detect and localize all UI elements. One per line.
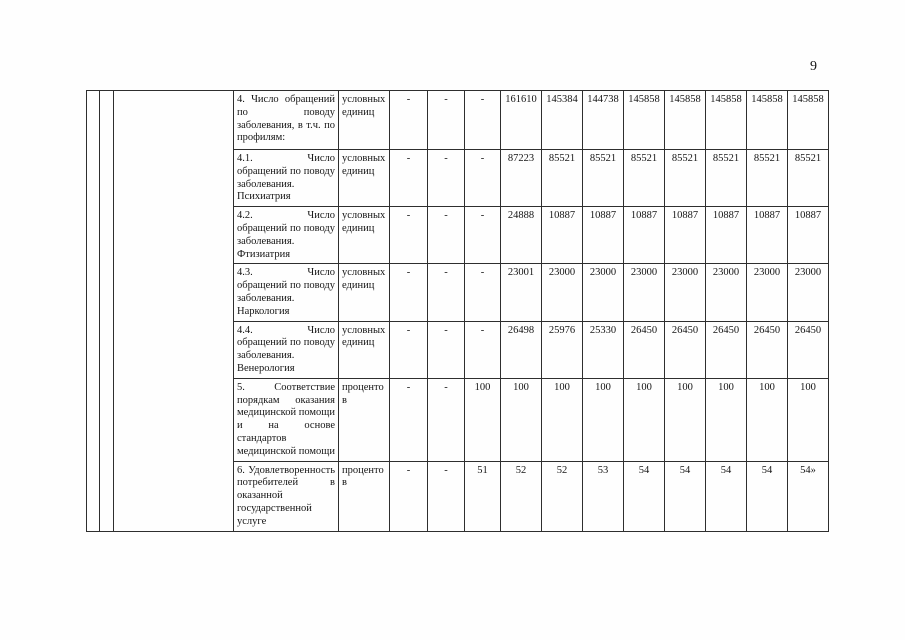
value-cell: 10887 <box>665 207 706 264</box>
value-cell: 145858 <box>665 91 706 150</box>
value-cell: - <box>390 264 428 321</box>
value-cell: - <box>428 378 465 461</box>
value-cell: 87223 <box>501 150 542 207</box>
value-cell: 24888 <box>501 207 542 264</box>
value-cell: 145384 <box>542 91 583 150</box>
empty-column-cell <box>100 91 114 532</box>
unit-cell: условных единиц <box>339 150 390 207</box>
value-cell: 25330 <box>583 321 624 378</box>
value-cell: 10887 <box>706 207 747 264</box>
value-cell: 54 <box>665 461 706 531</box>
value-cell: 85521 <box>542 150 583 207</box>
value-cell: - <box>428 321 465 378</box>
empty-column-cell <box>87 91 100 532</box>
indicator-cell: 6. Удовлетворенность потребителей в оказанной государственной услуге <box>234 461 339 531</box>
value-cell: 23000 <box>747 264 788 321</box>
value-cell: - <box>428 91 465 150</box>
value-cell: - <box>465 91 501 150</box>
indicator-cell: 5. Соответствие порядкам оказания медицинской помощи и на основе стандартов медицинской помощи <box>234 378 339 461</box>
value-cell: 25976 <box>542 321 583 378</box>
value-cell: 26450 <box>624 321 665 378</box>
value-cell: - <box>428 150 465 207</box>
value-cell: 51 <box>465 461 501 531</box>
value-cell: - <box>465 264 501 321</box>
value-cell: 10887 <box>583 207 624 264</box>
value-cell: - <box>390 378 428 461</box>
value-cell: 85521 <box>583 150 624 207</box>
value-cell: 100 <box>624 378 665 461</box>
value-cell: 145858 <box>747 91 788 150</box>
unit-cell: условных единиц <box>339 207 390 264</box>
value-cell: 100 <box>542 378 583 461</box>
value-cell: 100 <box>747 378 788 461</box>
value-cell: - <box>428 207 465 264</box>
indicator-cell: 4.1. Число обращений по поводу заболевания. Психиатрия <box>234 150 339 207</box>
value-cell: 145858 <box>706 91 747 150</box>
unit-cell: процентов <box>339 378 390 461</box>
indicators-table <box>86 90 829 532</box>
table-row <box>87 91 829 150</box>
value-cell: 10887 <box>747 207 788 264</box>
indicator-cell: 4.3. Число обращений по поводу заболевания. Наркология <box>234 264 339 321</box>
value-cell: 23000 <box>665 264 706 321</box>
value-cell: 26450 <box>706 321 747 378</box>
value-cell: 100 <box>788 378 829 461</box>
value-cell: 23000 <box>624 264 665 321</box>
value-cell: 85521 <box>706 150 747 207</box>
value-cell: 85521 <box>788 150 829 207</box>
unit-cell: условных единиц <box>339 91 390 150</box>
value-cell: 23000 <box>788 264 829 321</box>
value-cell: - <box>390 461 428 531</box>
value-cell: 10887 <box>788 207 829 264</box>
value-cell: - <box>465 207 501 264</box>
value-cell: - <box>428 264 465 321</box>
value-cell: 85521 <box>665 150 706 207</box>
value-cell: 26450 <box>665 321 706 378</box>
value-cell: 85521 <box>747 150 788 207</box>
value-cell: 85521 <box>624 150 665 207</box>
value-cell: 26450 <box>788 321 829 378</box>
value-cell: 145858 <box>624 91 665 150</box>
value-cell: - <box>428 461 465 531</box>
value-cell: 23000 <box>583 264 624 321</box>
indicator-cell: 4.2. Число обращений по поводу заболевания. Фтизиатрия <box>234 207 339 264</box>
value-cell: 100 <box>706 378 747 461</box>
value-cell: 54 <box>706 461 747 531</box>
value-cell: - <box>465 150 501 207</box>
value-cell: 10887 <box>624 207 665 264</box>
value-cell: 26450 <box>747 321 788 378</box>
value-cell: 23001 <box>501 264 542 321</box>
empty-column-cell <box>114 91 234 532</box>
value-cell: 100 <box>465 378 501 461</box>
value-cell: 52 <box>542 461 583 531</box>
value-cell: - <box>390 91 428 150</box>
unit-cell: условных единиц <box>339 321 390 378</box>
indicator-cell: 4. Число обращений по поводу заболевания, в т.ч. по профилям: <box>234 91 339 150</box>
unit-cell: процентов <box>339 461 390 531</box>
value-cell: 53 <box>583 461 624 531</box>
value-cell: 26498 <box>501 321 542 378</box>
value-cell: 52 <box>501 461 542 531</box>
unit-cell: условных единиц <box>339 264 390 321</box>
indicator-cell: 4.4. Число обращений по поводу заболевания. Венерология <box>234 321 339 378</box>
value-cell: 144738 <box>583 91 624 150</box>
value-cell: 54» <box>788 461 829 531</box>
value-cell: 100 <box>583 378 624 461</box>
value-cell: 161610 <box>501 91 542 150</box>
value-cell: 54 <box>747 461 788 531</box>
value-cell: 23000 <box>706 264 747 321</box>
value-cell: 10887 <box>542 207 583 264</box>
value-cell: 23000 <box>542 264 583 321</box>
page-number: 9 <box>810 59 817 74</box>
value-cell: - <box>390 207 428 264</box>
value-cell: - <box>390 150 428 207</box>
value-cell: 100 <box>665 378 706 461</box>
value-cell: 145858 <box>788 91 829 150</box>
value-cell: - <box>390 321 428 378</box>
value-cell: 100 <box>501 378 542 461</box>
value-cell: - <box>465 321 501 378</box>
value-cell: 54 <box>624 461 665 531</box>
